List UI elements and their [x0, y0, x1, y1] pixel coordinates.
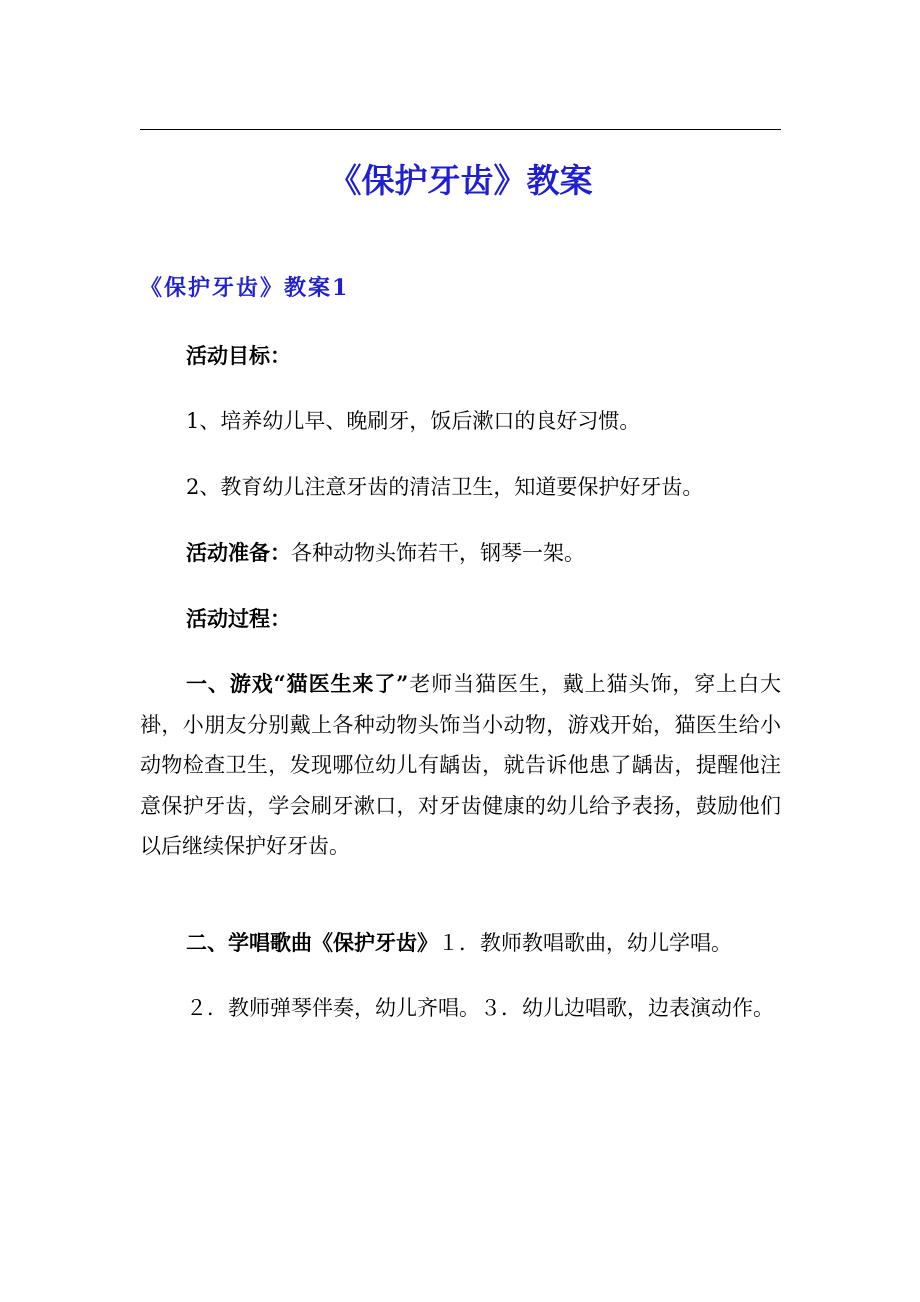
process-step-2: [186, 927, 732, 959]
section-heading: 《保护牙齿》教案1: [140, 275, 350, 301]
step-1-label: 一、游戏“猫医生来了”: [186, 671, 409, 696]
step-2-label: 二、学唱歌曲《保护牙齿》: [186, 930, 438, 955]
step-2-text: １．教师教唱歌曲，幼儿学唱。: [438, 931, 732, 955]
process-step-3: ２．教师弹琴伴奏，幼儿齐唱。３．幼儿边唱歌，边表演动作。: [186, 996, 774, 1020]
preparation-label: 活动准备：: [186, 540, 291, 565]
goal-item-1: 1、培养幼儿早、晚刷牙，饭后漱口的良好习惯。: [186, 409, 641, 433]
preparation-text: 各种动物头饰若干，钢琴一架。: [291, 541, 585, 565]
preparation-paragraph: [186, 537, 585, 569]
goal-heading: 活动目标：: [186, 343, 291, 368]
process-step-1: [140, 664, 781, 867]
goal-item-2: 2、教育幼儿注意牙齿的清洁卫生，知道要保护好牙齿。: [186, 475, 704, 499]
document-title: 《保护牙齿》教案: [328, 161, 593, 200]
step-1-text: 老师当猫医生，戴上猫头饰，穿上白大褂，小朋友分别戴上各种动物头饰当小动物，游戏开始，猫医生给小动物检查卫生，发现哪位幼儿有龋齿，就告诉他患了龋齿，提醒他注意保护牙齿，学会刷牙漱口，对牙齿健康的幼儿给予表扬，鼓励他们以后继续保护好牙齿。: [140, 672, 781, 858]
header-rule: [140, 129, 781, 130]
process-heading: 活动过程：: [186, 606, 291, 631]
